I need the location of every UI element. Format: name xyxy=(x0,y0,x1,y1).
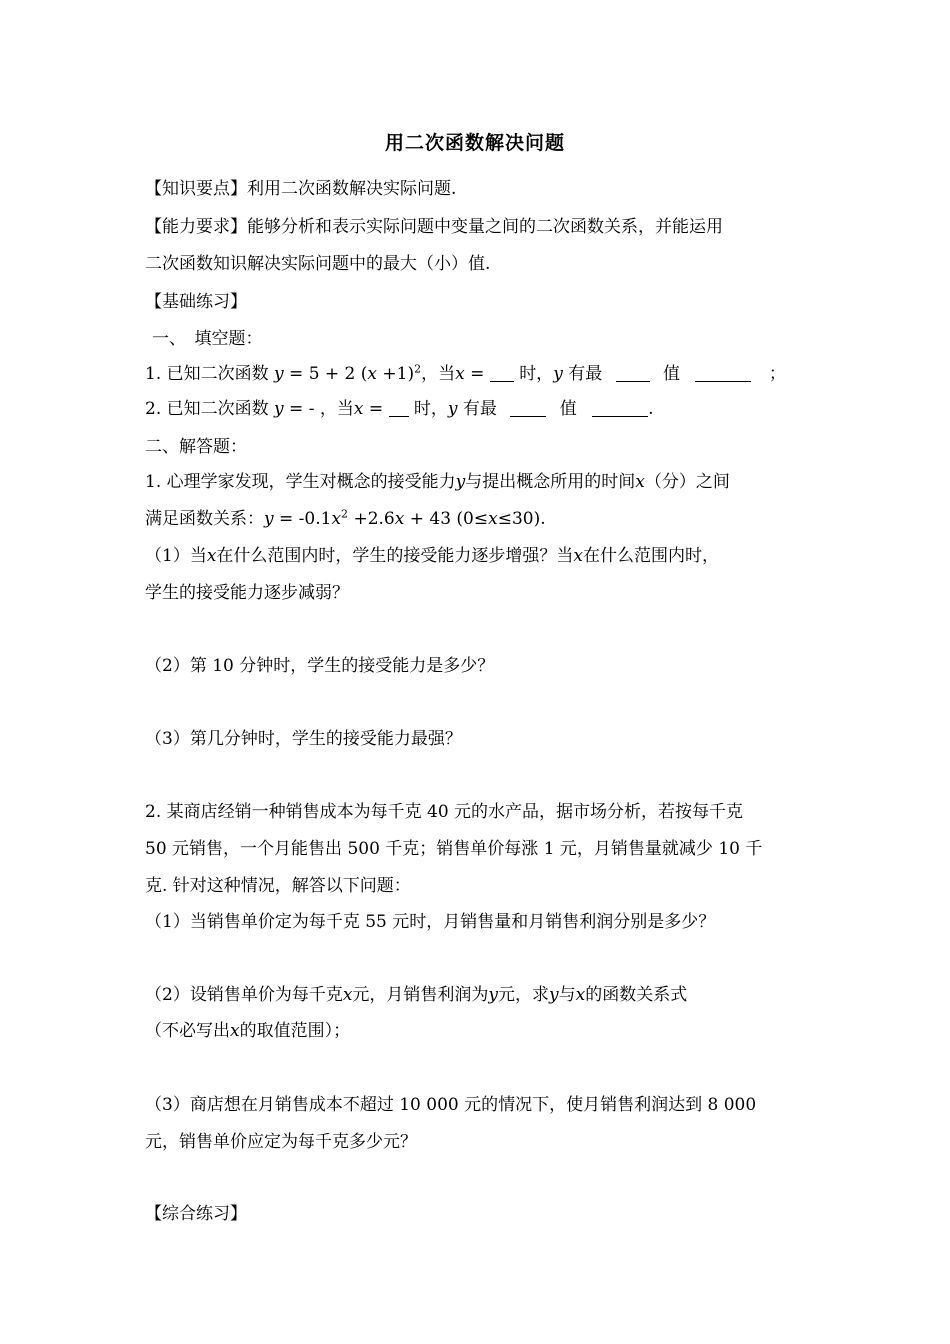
fq2-eq: = - ，当 xyxy=(283,399,354,419)
problem-2-line1: 2. 某商店经销一种销售成本为每千克 40 元的水产品，据市场分析，若按每千克 xyxy=(145,802,744,822)
p2q2-l2b: 的取值范围）； xyxy=(239,1021,351,1041)
fq1-time: 时， xyxy=(519,364,554,384)
knowledge-label: 【知识要点】 xyxy=(145,179,247,199)
fq1-eqsign: = xyxy=(464,364,485,384)
p2q2-l2x: x xyxy=(230,1021,240,1041)
fq1-eq-end: +1) xyxy=(377,364,415,384)
fq2-var-y: y xyxy=(274,399,284,419)
p1q1-a: （1）当 xyxy=(145,546,207,566)
ability-label: 【能力要求】 xyxy=(145,217,247,237)
fq1-val: 值 xyxy=(663,364,681,384)
p1-text-a: 1. 心理学家发现，学生对概念的接受能力 xyxy=(145,472,456,492)
comprehensive-practice-heading: 【综合练习】 xyxy=(145,1204,247,1224)
fq1-var-x: x xyxy=(367,364,378,384)
problem-1-line2 xyxy=(145,508,825,530)
answer-blank[interactable] xyxy=(616,365,650,382)
answer-blank[interactable] xyxy=(695,365,751,382)
problem-1-line1 xyxy=(145,471,825,493)
fq1-var-y: y xyxy=(274,364,284,384)
problem-2-q1: （1）当销售单价定为每千克 55 元时，月销售量和月销售利润分别是多少？ xyxy=(145,912,716,932)
knowledge-text: 利用二次函数解决实际问题. xyxy=(247,179,457,199)
solve-heading: 二、解答题： xyxy=(145,437,247,457)
fq2-y: y xyxy=(447,399,458,419)
problem-2-line3: 克. 针对这种情况，解答以下问题： xyxy=(145,876,411,896)
p1q1-x: x xyxy=(206,546,217,566)
fq1-y: y xyxy=(553,364,563,384)
answer-blank[interactable] xyxy=(389,400,409,417)
problem-2-q3-line2: 元，销售单价应定为每千克多少元？ xyxy=(145,1132,417,1152)
p1-text-c: （分）之间 xyxy=(644,472,730,492)
fq2-eqsign: = xyxy=(363,399,384,419)
fq2-period: . xyxy=(648,399,654,419)
p1-var-y: y xyxy=(455,472,466,492)
p2q2-l2a: （不必写出 xyxy=(145,1021,230,1041)
fq2-time: 时， xyxy=(413,399,448,419)
p2q2-e: 的函数关系式 xyxy=(585,985,688,1005)
p2q2-a: （2）设销售单价为每千克 xyxy=(145,985,343,1005)
page-title: 用二次函数解决问题 xyxy=(384,132,565,154)
fq1-num: 1. 已知二次函数 xyxy=(145,364,269,384)
p1q1-b: 在什么范围内时，学生的接受能力逐步增强？当 xyxy=(216,546,574,566)
p1-f-rest: +2.6 xyxy=(348,509,395,529)
p1-f-x2: x xyxy=(394,509,405,529)
p1-f-x: x xyxy=(331,509,342,529)
ability-requirements-line1 xyxy=(145,216,825,238)
p1-f-y: y xyxy=(264,509,274,529)
fq1-x: x xyxy=(455,364,465,384)
problem-2-line2: 50 元销售，一个月能售出 500 千克；销售单价每涨 1 元，月销售量就减少 10 千 xyxy=(145,839,763,859)
p2q2-c: 元，求 xyxy=(498,985,550,1005)
p2q2-x2: x xyxy=(575,985,586,1005)
problem-1-q2: （2）第 10 分钟时，学生的接受能力是多少？ xyxy=(145,656,495,676)
answer-blank[interactable] xyxy=(490,365,514,382)
fq1-eq: = 5 + 2 ( xyxy=(283,364,368,384)
p1-f-close: ≤30). xyxy=(497,509,546,529)
problem-1-q1-line1 xyxy=(145,545,825,567)
p2q2-d: 与 xyxy=(558,985,576,1005)
ability-requirements-line2: 二次函数知识解决实际问题中的最大（小）值. xyxy=(145,254,491,274)
problem-2-q2-line2 xyxy=(145,1020,825,1042)
p1-f-exp: 2 xyxy=(341,507,349,521)
fq2-x: x xyxy=(353,399,364,419)
p1q1-c: 在什么范围内时， xyxy=(583,546,720,566)
p1-f-mid: = -0.1 xyxy=(273,509,332,529)
fq1-exponent: 2 xyxy=(414,362,422,376)
ability-text-1: 能够分析和表示实际问题中变量之间的二次函数关系，并能运用 xyxy=(247,217,723,237)
p2q2-y: y xyxy=(488,985,499,1005)
p1-func-label: 满足函数关系： xyxy=(145,509,264,529)
fq1-semicolon: ； xyxy=(768,364,786,384)
fq2-num: 2. 已知二次函数 xyxy=(145,399,269,419)
p2q2-x: x xyxy=(342,985,353,1005)
fill-question-2 xyxy=(145,398,825,420)
p1-f-end: + 43 (0≤ xyxy=(404,509,489,529)
p1-f-x3: x xyxy=(488,509,498,529)
fill-question-1 xyxy=(145,363,825,385)
problem-1-q3: （3）第几分钟时，学生的接受能力最强？ xyxy=(145,729,462,749)
p1q1-x2: x xyxy=(573,546,584,566)
basic-practice-heading: 【基础练习】 xyxy=(145,292,247,312)
problem-1-q1-line2: 学生的接受能力逐步减弱？ xyxy=(145,583,349,603)
fq2-val: 值 xyxy=(559,399,577,419)
fill-in-heading: 一、 填空题： xyxy=(152,329,263,349)
p2q2-y2: y xyxy=(549,985,559,1005)
problem-2-q3-line1: （3）商店想在月销售成本不超过 10 000 元的情况下，使月销售利润达到 8 000 xyxy=(145,1095,757,1115)
answer-blank[interactable] xyxy=(592,400,648,417)
fq1-has: 有最 xyxy=(568,364,603,384)
p1-text-b: 与提出概念所用的时间 xyxy=(465,472,636,492)
fq1-when: ，当 xyxy=(421,364,456,384)
p1-var-x: x xyxy=(635,472,645,492)
p2q2-b: 元，月销售利润为 xyxy=(352,985,489,1005)
answer-blank[interactable] xyxy=(510,400,546,417)
fq2-has: 有最 xyxy=(462,399,497,419)
knowledge-points xyxy=(145,178,825,200)
problem-2-q2-line1 xyxy=(145,984,825,1006)
